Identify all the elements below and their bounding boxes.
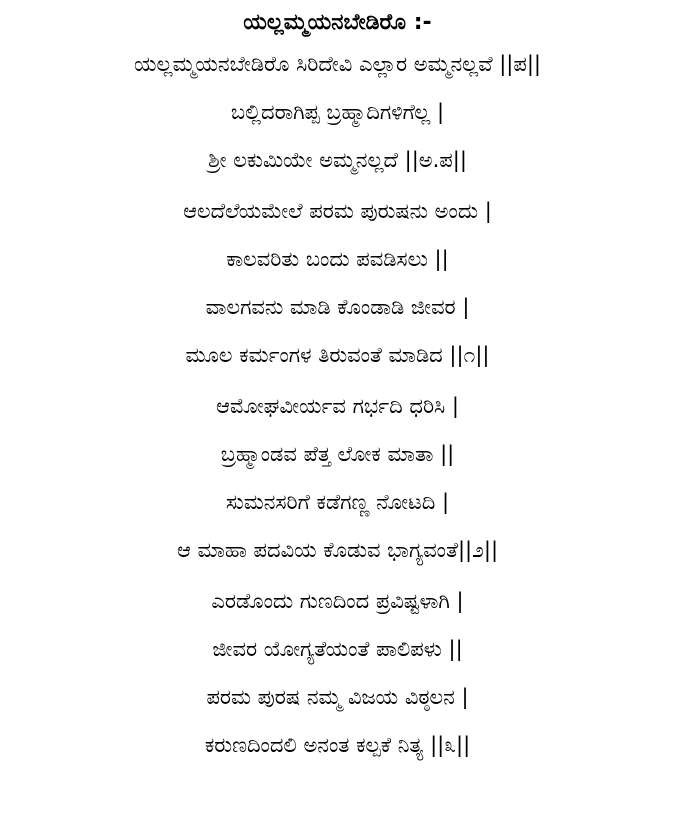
verse-line: ವಾಲಗವನು ಮಾಡಿ ಕೊಂಡಾಡಿ ಜೀವರ |	[205, 295, 470, 319]
verse-line: ಆಮೋಘವೀರ್ಯವ ಗರ್ಭದಿ ಧರಿಸಿ |	[216, 394, 459, 418]
verse-line: ಆ ಮಾಹಾ ಪದವಿಯ ಕೊಡುವ ಭಾಗ್ಯವಂತೆ||೨||	[176, 538, 499, 562]
verse-line: ಬ್ರಹ್ಮಾಂಡವ ಪೆತ್ತ ಲೋಕ ಮಾತಾ ||	[220, 442, 455, 466]
stanza-1	[0, 187, 675, 379]
verse-line: ಸುಮನಸರಿಗೆ ಕಡೆಗಣ್ಣ ನೋಟದಿ |	[225, 490, 450, 514]
stanza-2	[0, 382, 675, 574]
verse-line: ಯಲ್ಲಮ್ಮಯನಬೇಡಿರೊ ಸಿರಿದೇವಿ ಎಲ್ಲಾರ ಅಮ್ಮನಲ್ಲವೆ ||ಪ||	[134, 52, 541, 76]
verse-line: ಶ್ರೀ ಲಕುಮಿಯೇ ಅಮ್ಮನಲ್ಲದೆ ||ಅ.ಪ||	[208, 148, 467, 172]
verse-line: ಜೀವರ ಯೋಗ್ಯತೆಯಂತೆ ಪಾಲಿಪಳು ||	[212, 637, 463, 661]
verse-line: ಬಲ್ಲಿದರಾಗಿಪ್ಪ ಬ್ರಹ್ಮಾದಿಗಳಿಗೆಲ್ಲ |	[230, 100, 445, 124]
verse-line: ಪರಮ ಪುರಷ ನಮ್ಮ ವಿಜಯ ವಿಠ್ಠಲನ |	[206, 685, 469, 709]
verse-line: ಕರುಣದಿಂದಲಿ ಅನಂತ ಕಲ್ಪಕೆ ನಿತ್ಯ ||೩||	[204, 733, 471, 757]
verse-line: ಮೂಲ ಕರ್ಮಂಗಳ ತಿರುವಂತೆ ಮಾಡಿದ ||೧||	[185, 343, 490, 367]
verse-line: ಆಲದೆಲೆಯಮೇಲೆ ಪರಮ ಪುರುಷನು ಅಂದು |	[183, 199, 492, 223]
verse-line: ಎರಡೊಂದು ಗುಣದಿಂದ ಪ್ರವಿಷ್ಟಳಾಗಿ |	[211, 589, 464, 613]
song-title: ಯಲ್ಲಮ್ಮಯನಬೇಡಿರೊ :-	[243, 10, 432, 35]
stanza-3	[0, 577, 675, 769]
pallavi-stanza	[0, 40, 675, 184]
verse-line: ಕಾಲವರಿತು ಬಂದು ಪವಡಿಸಲು ||	[226, 247, 449, 271]
